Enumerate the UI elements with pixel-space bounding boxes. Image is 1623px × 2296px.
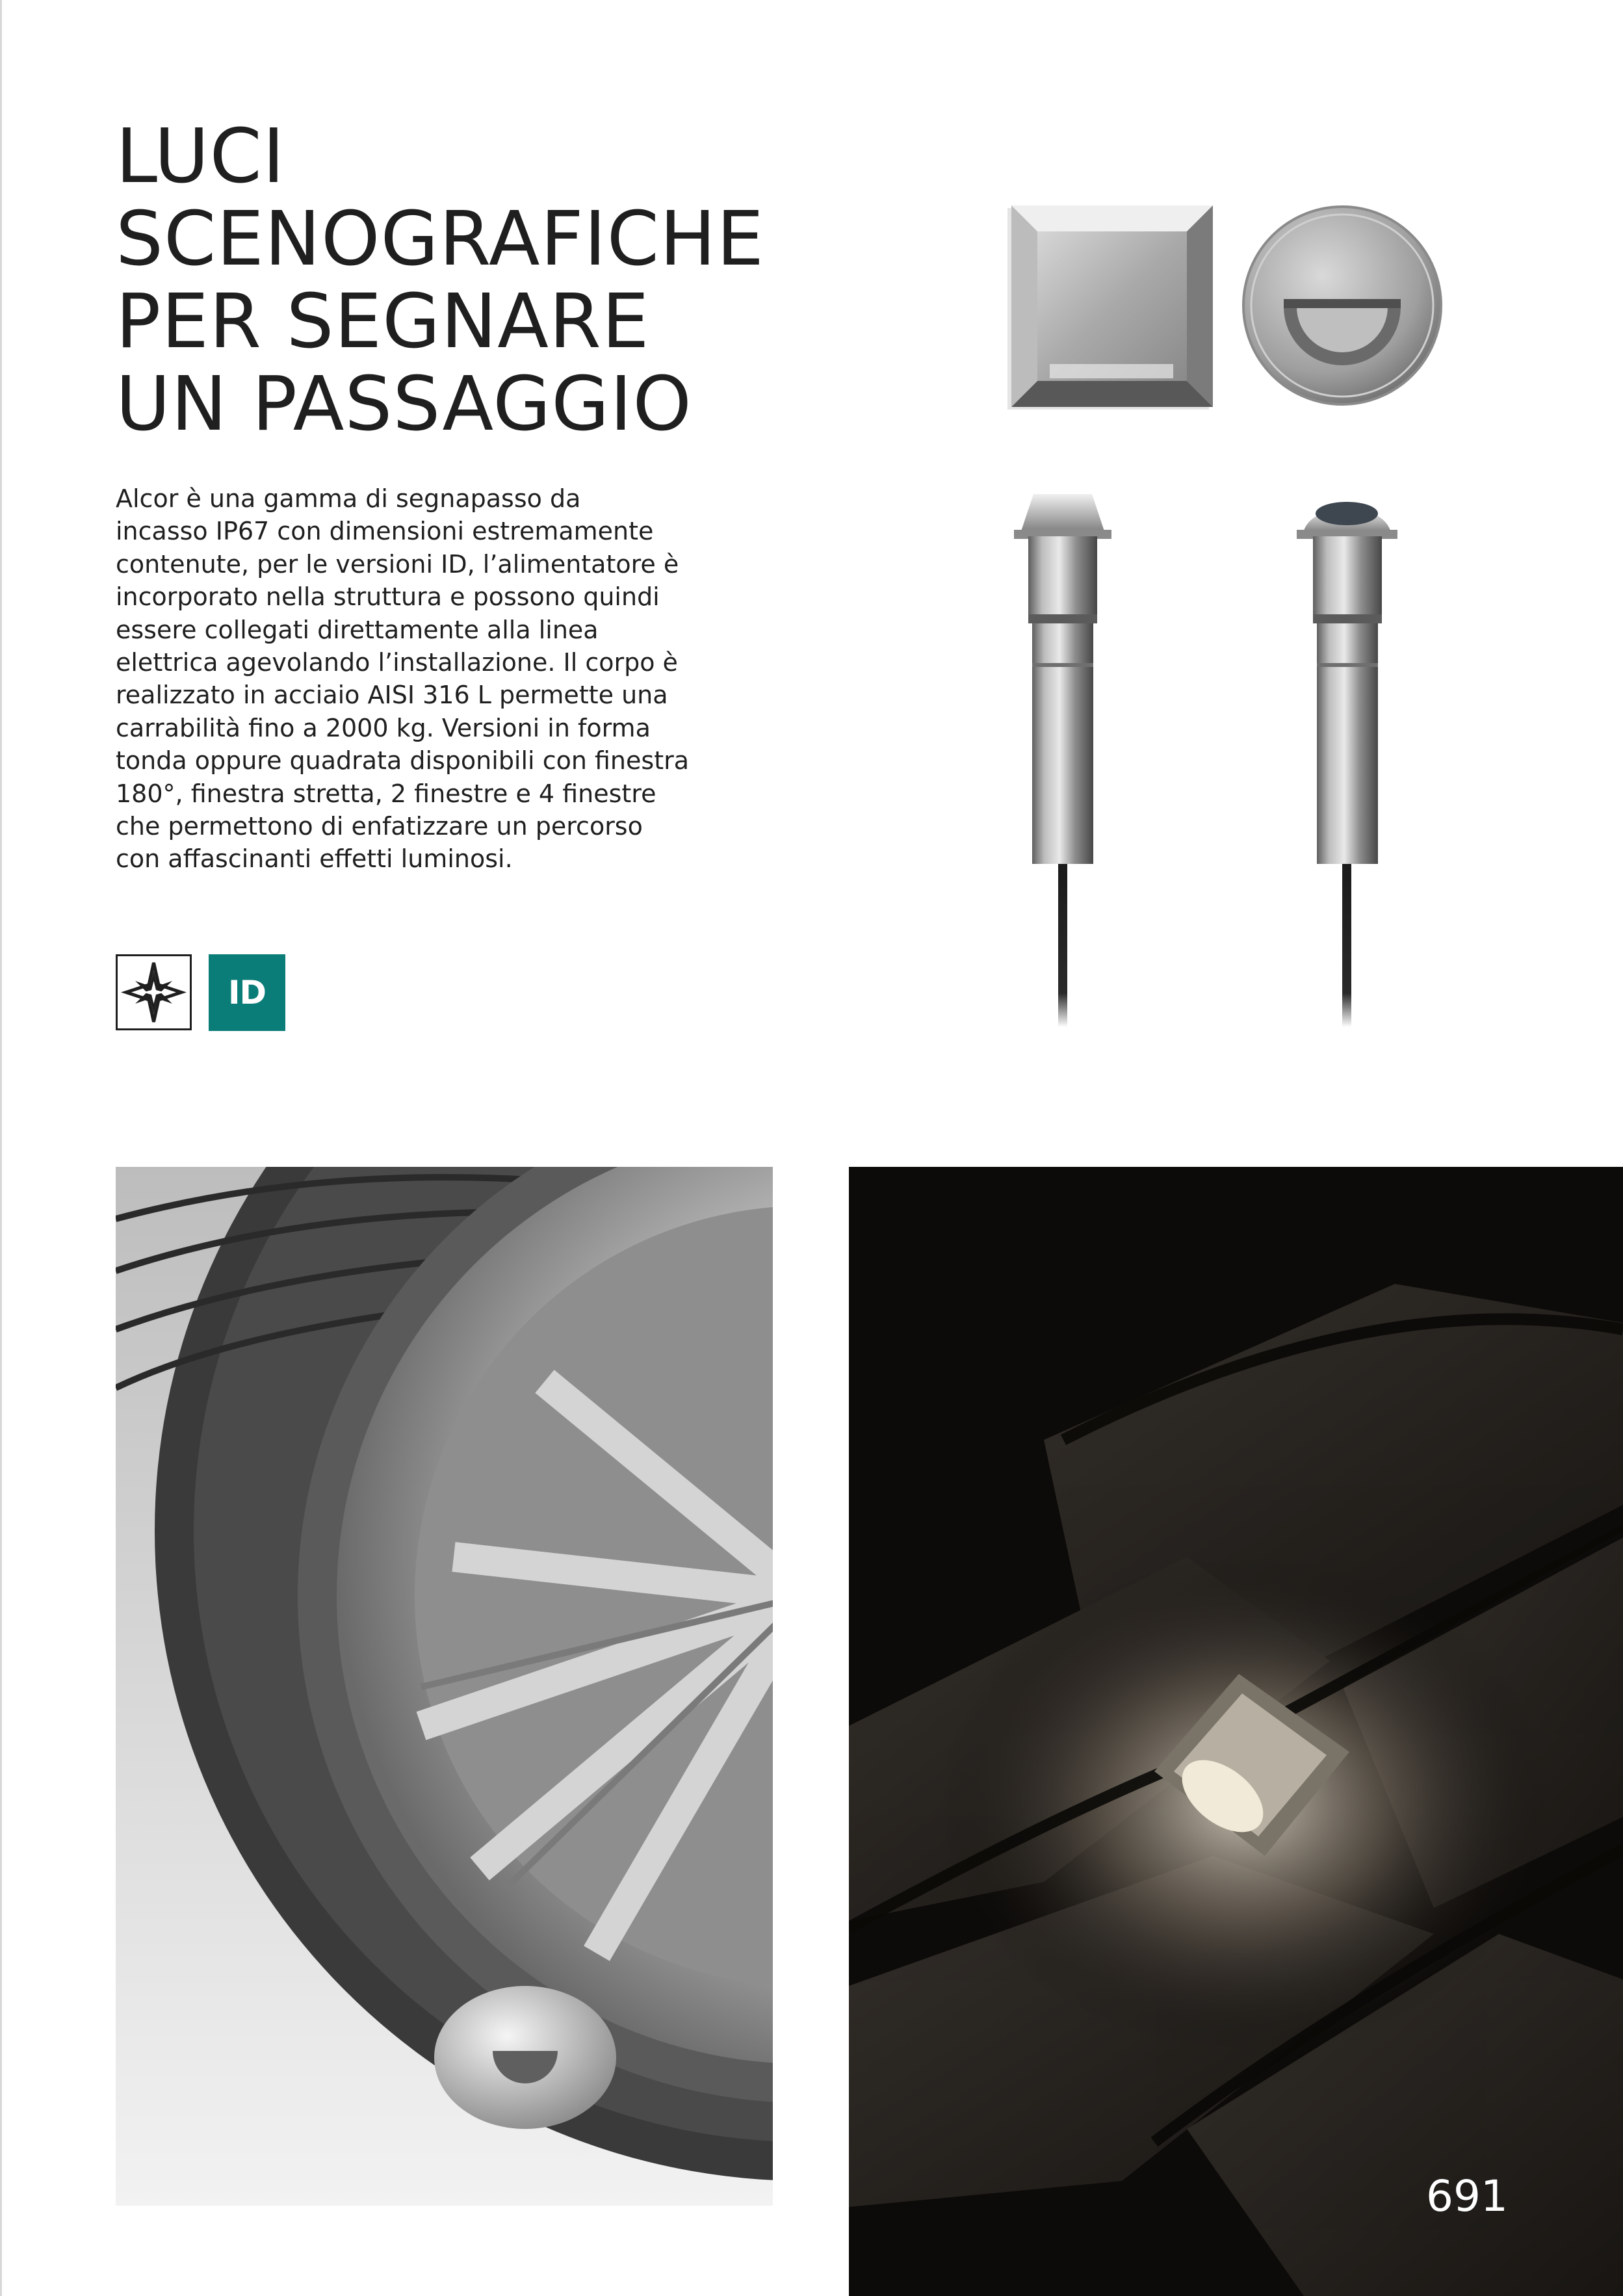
description-line: Alcor è una gamma di segnapasso da: [116, 484, 581, 513]
page-number: 691: [1426, 2171, 1508, 2221]
page-edge-rule: [0, 0, 2, 2296]
description-line: realizzato in acciaio AISI 316 L permette una: [116, 681, 668, 710]
product-description: [116, 482, 701, 876]
description-line: incorporato nella struttura e possono quindi: [116, 582, 660, 612]
night-paving-photo: [849, 1167, 1623, 2296]
page-title: [116, 113, 765, 448]
tire-photo: [116, 1167, 773, 2206]
id-badge: ID: [209, 954, 285, 1031]
star-outline-icon: [116, 954, 192, 1030]
square-light-image: [1007, 205, 1213, 410]
product-photo: [936, 169, 1560, 1079]
description-line: carrabilità fino a 2000 kg. Versioni in forma: [116, 713, 651, 742]
description-line: elettrica agevolando l’installazione. Il corpo è: [116, 648, 678, 677]
round-light-image: [1243, 207, 1441, 404]
title-line: SCENOGRAFICHE: [116, 196, 765, 283]
description-line: tonda oppure quadrata disponibili con finestra: [116, 746, 689, 776]
title-line: UN PASSAGGIO: [116, 361, 692, 448]
round-spike-light-image: [1297, 502, 1397, 1027]
description-line: incasso IP67 con dimensioni estremamente: [116, 517, 654, 546]
title-line: PER SEGNARE: [116, 278, 650, 365]
description-line: 180°, finestra stretta, 2 finestre e 4 finestre: [116, 779, 656, 808]
description-line: essere collegati direttamente alla linea: [116, 615, 599, 644]
description-line: con affascinanti effetti luminosi.: [116, 844, 513, 874]
title-line: LUCI: [116, 113, 285, 200]
description-line: che permettono di enfatizzare un percorso: [116, 812, 643, 841]
description-line: contenute, per le versioni ID, l’alimentatore è: [116, 549, 679, 579]
square-spike-light-image: [1014, 494, 1111, 1027]
